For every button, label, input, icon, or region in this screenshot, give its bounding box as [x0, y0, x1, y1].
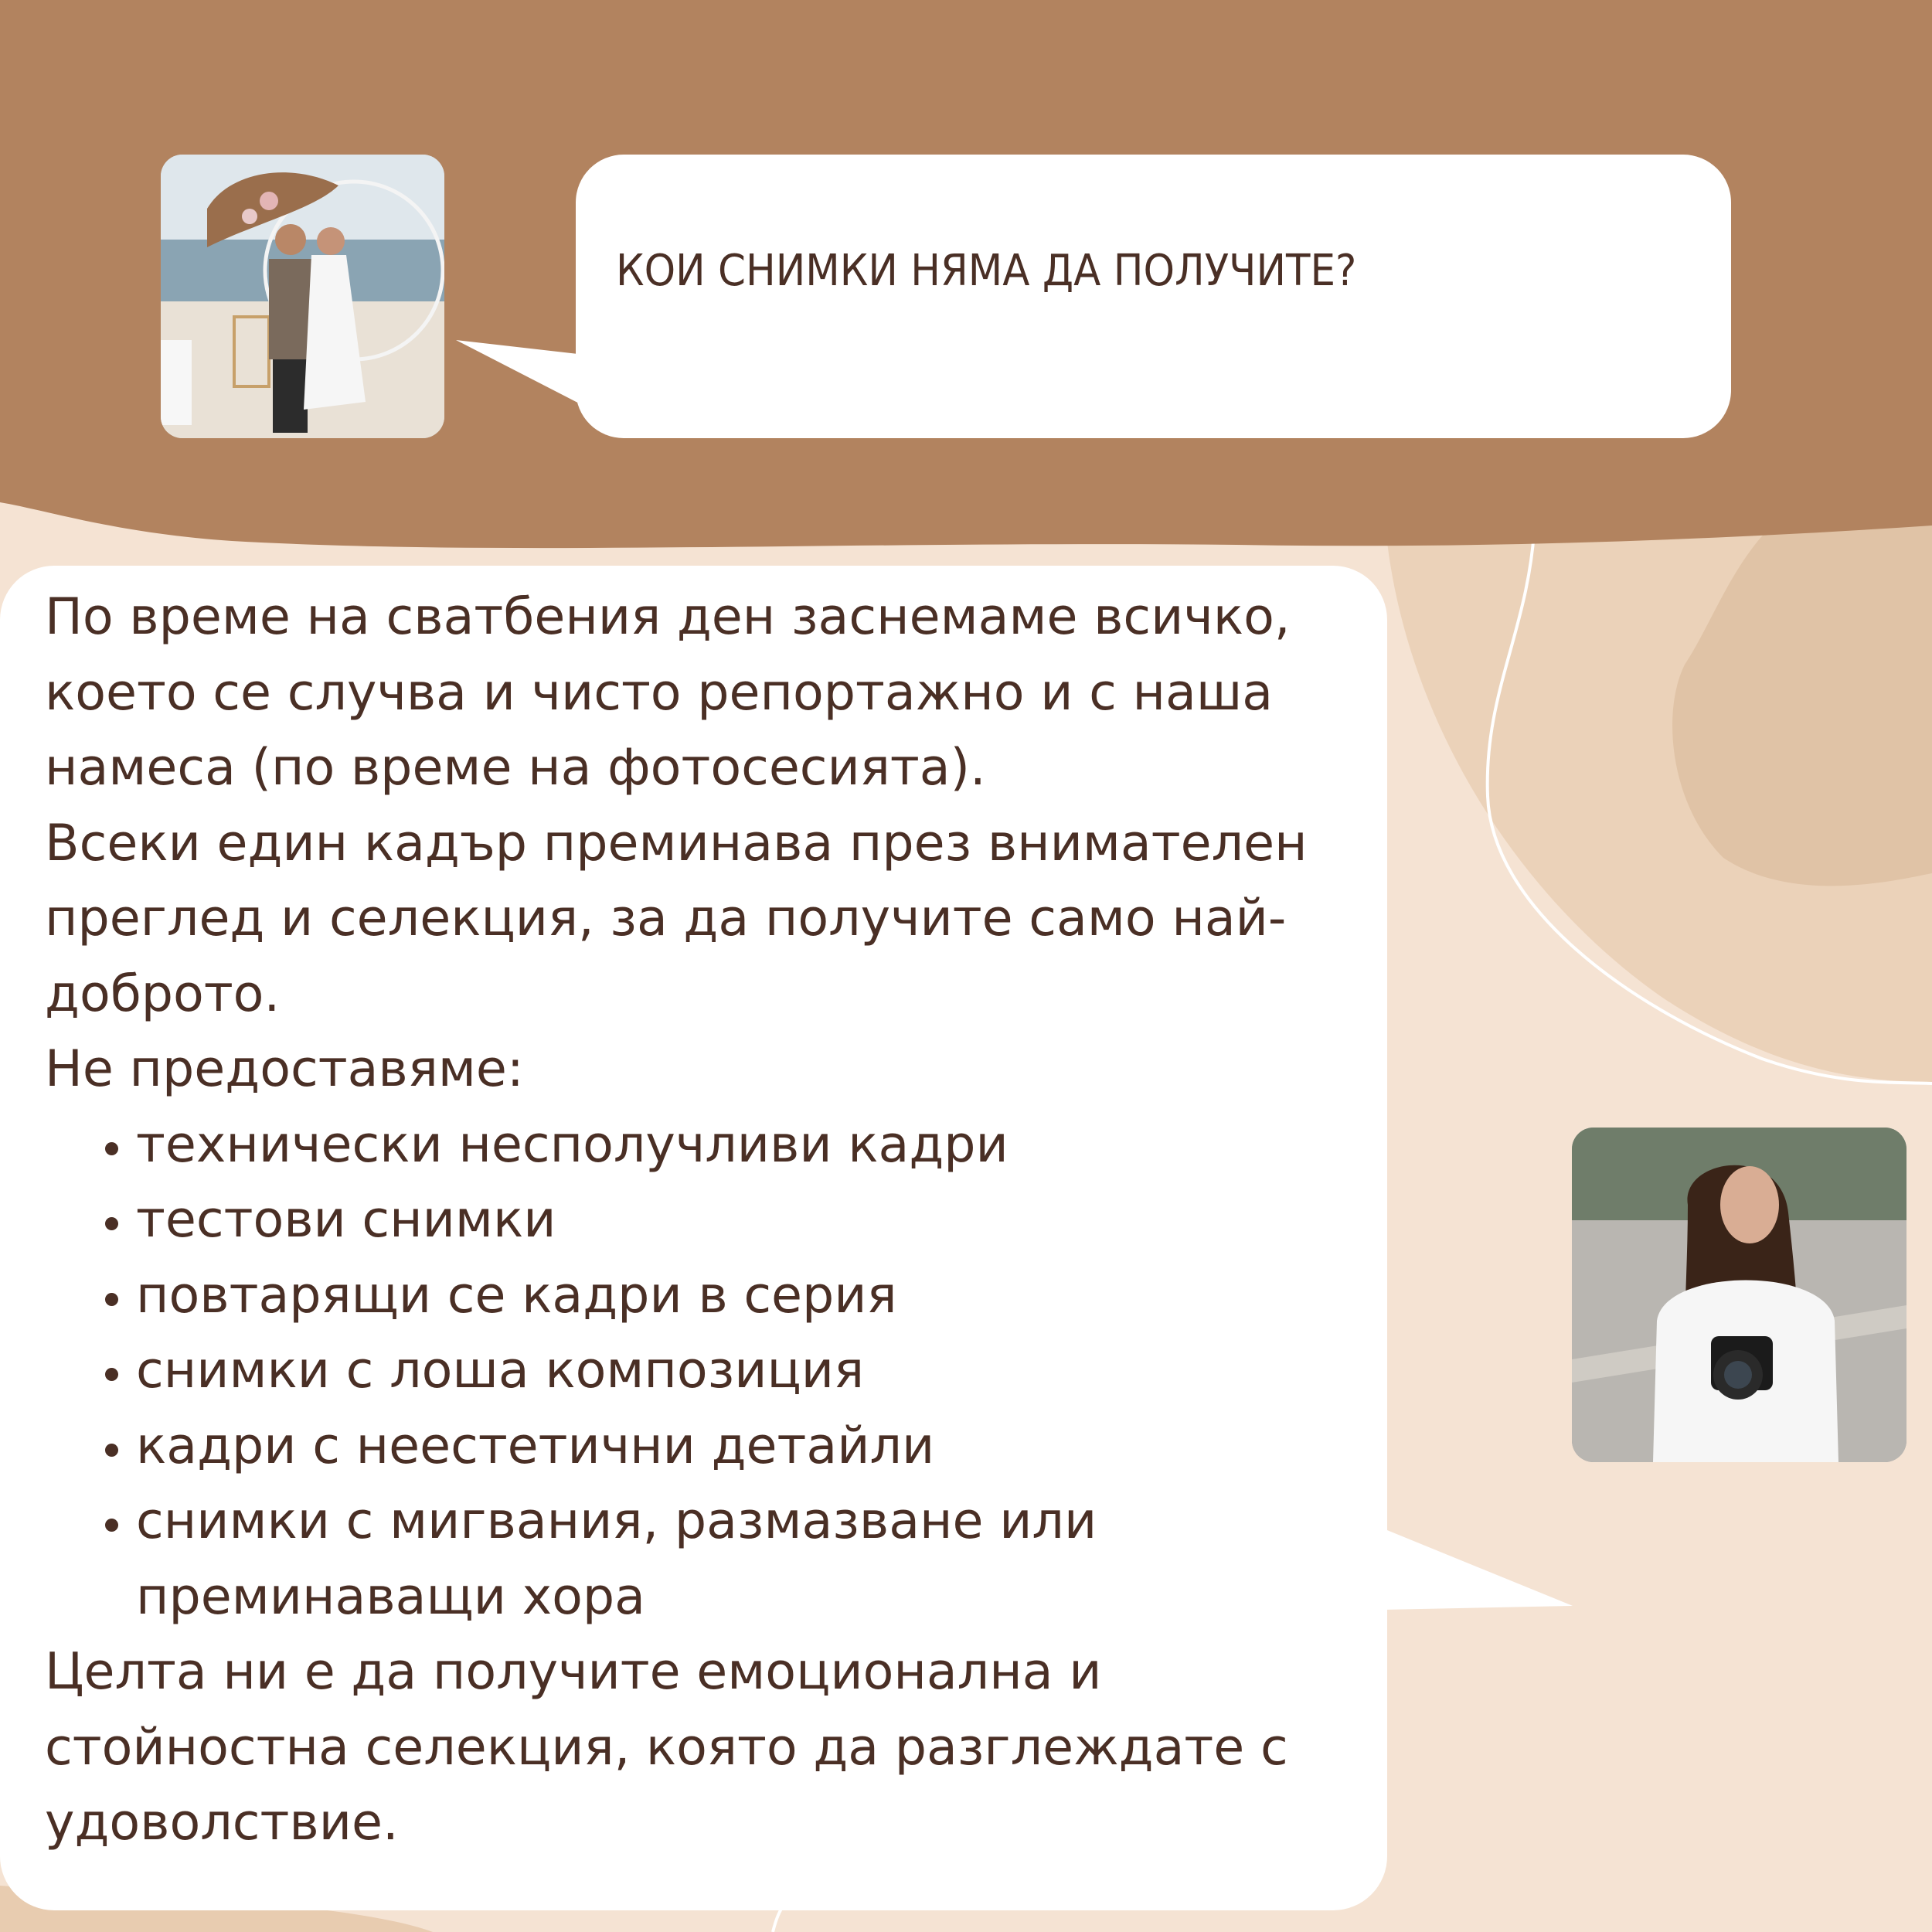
answer-text: [45, 580, 1374, 1861]
list-item: • кадри с неестетични детайли: [136, 1409, 1374, 1485]
answer-bubble-tail: [1383, 1529, 1573, 1610]
list-item: • снимки с мигвания, размазване или преминаващи хора: [136, 1484, 1374, 1634]
question-bubble: [576, 155, 1731, 438]
list-item: • технически несполучливи кадри: [136, 1107, 1374, 1183]
photographer-photo: [1572, 1128, 1906, 1462]
question-heading: КОИ СНИМКИ НЯМА ДА ПОЛУЧИТЕ?: [616, 246, 1357, 296]
list-item: • тестови снимки: [136, 1182, 1374, 1258]
couple-photo: [161, 155, 444, 438]
list-title: Не предоставяме:: [45, 1040, 524, 1098]
list-item: • повтарящи се кадри в серия: [136, 1258, 1374, 1334]
intro-paragraph-2: Всеки един кадър преминава през внимателен преглед и селекция, за да получите само най-доброто.: [45, 814, 1308, 1023]
conclusion-paragraph: Целта ни е да получите емоционална и стойностна селекция, която да разглеждате с удоволствие.: [45, 1643, 1288, 1852]
list-item: • снимки с лоша композиция: [136, 1333, 1374, 1409]
excluded-list: [45, 1107, 1374, 1635]
intro-paragraph-1: По време на сватбения ден заснемаме всичко, което се случва и чисто репортажно и с наша намеса (по време на фотосесията).: [45, 588, 1291, 797]
top-bubble-tail: [456, 340, 591, 410]
